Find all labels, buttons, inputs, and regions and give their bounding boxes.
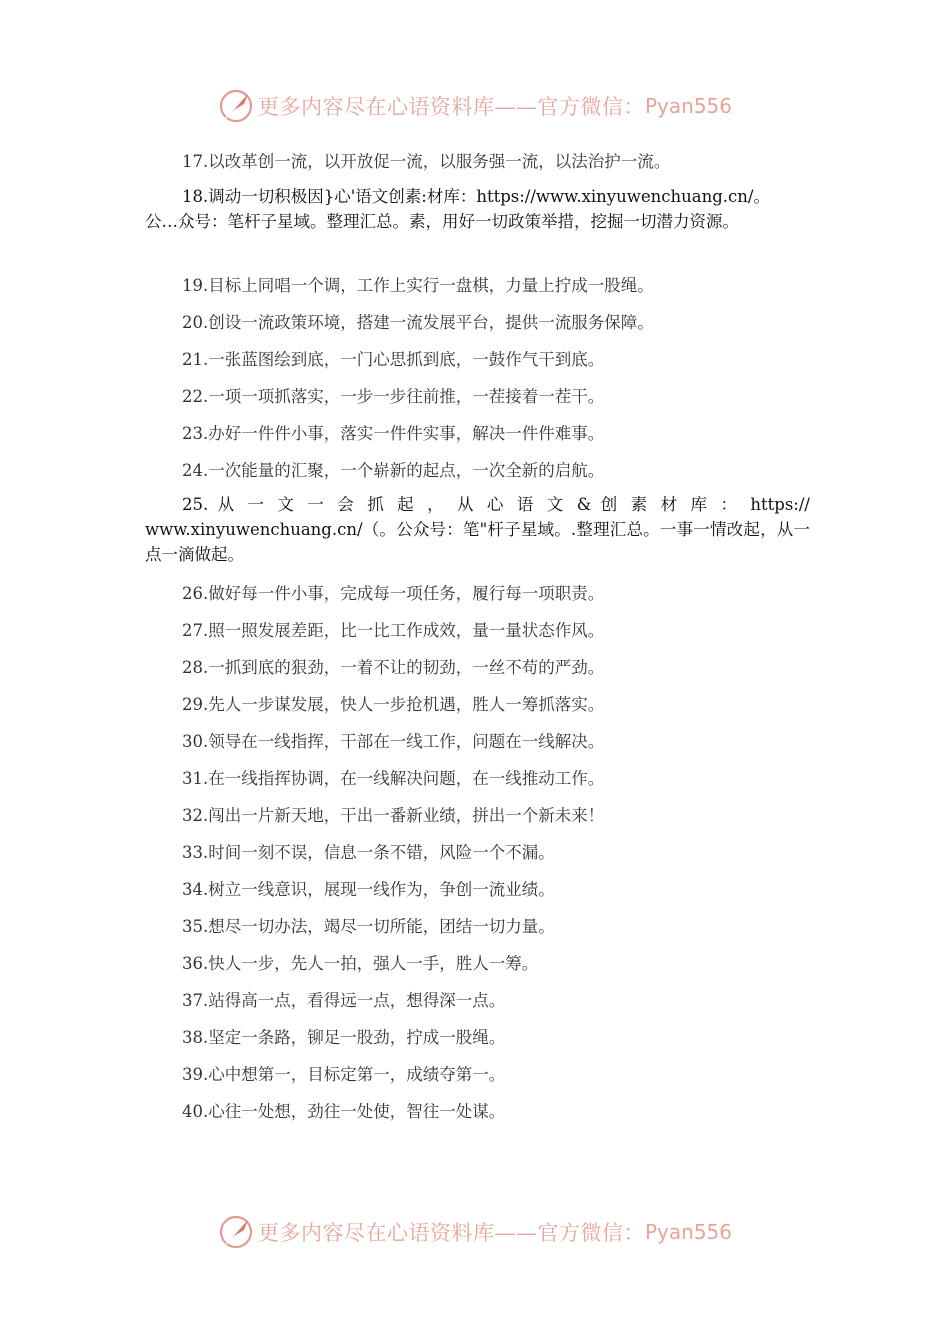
list-item: 23.办好一件件小事，落实一件件实事，解决一件件难事。 — [182, 424, 605, 443]
paragraph-line: 18.调动一切积极因}心'语文创素:材库：https://www.xinyuwenchuang.cn/。 — [182, 187, 770, 206]
list-item: 28.一抓到底的狠劲，一着不让的韧劲，一丝不苟的严劲。 — [182, 658, 605, 677]
header-banner-id: Pyan556 — [644, 94, 732, 118]
list-item: 39.心中想第一，目标定第一，成绩夺第一。 — [182, 1065, 506, 1084]
list-item: 26.做好每一件小事，完成每一项任务，履行每一项职责。 — [182, 584, 605, 603]
list-item: 38.坚定一条路，铆足一股劲，拧成一股绳。 — [182, 1028, 506, 1047]
list-item: 29.先人一步谋发展，快人一步抢机遇，胜人一筹抓落实。 — [182, 695, 605, 714]
footer-banner-text: 更多内容尽在心语资料库——官方微信： — [257, 1221, 645, 1245]
quill-pen-logo-icon — [218, 88, 254, 124]
list-item: 35.想尽一切办法，竭尽一切所能，团结一切力量。 — [182, 917, 555, 936]
list-item: 17.以改革创一流，以开放促一流，以服务强一流，以法治护一流。 — [182, 152, 671, 171]
quill-pen-logo-icon — [218, 1214, 254, 1250]
list-item: 33.时间一刻不误，信息一条不错，风险一个不漏。 — [182, 843, 555, 862]
list-item: 40.心往一处想，劲往一处使，智往一处谋。 — [182, 1102, 506, 1121]
list-item: 36.快人一步，先人一拍，强人一手，胜人一筹。 — [182, 954, 539, 973]
list-item: 21.一张蓝图绘到底，一门心思抓到底，一鼓作气干到底。 — [182, 350, 605, 369]
list-item: 24.一次能量的汇聚，一个崭新的起点，一次全新的启航。 — [182, 461, 605, 480]
list-item: 31.在一线指挥协调，在一线解决问题，在一线推动工作。 — [182, 769, 605, 788]
list-item: 30.领导在一线指挥，干部在一线工作，问题在一线解决。 — [182, 732, 605, 751]
list-item: 34.树立一线意识，展现一线作为，争创一流业绩。 — [182, 880, 555, 899]
list-item: 37.站得高一点，看得远一点，想得深一点。 — [182, 991, 506, 1010]
list-item: 22.一项一项抓落实，一步一步往前推，一茬接着一茬干。 — [182, 387, 605, 406]
list-item-paragraph — [145, 492, 810, 567]
list-item: 19.目标上同唱一个调，工作上实行一盘棋，力量上拧成一股绳。 — [182, 276, 654, 295]
header-banner-text: 更多内容尽在心语资料库——官方微信： — [257, 95, 645, 119]
paragraph-line: 25. 从 一 文 一 会 抓 起 ， 从 心 语 文 & 创 素 材 库 ： https:// — [182, 495, 810, 514]
header-banner — [0, 86, 950, 126]
list-item: 27.照一照发展差距，比一比工作成效，量一量状态作风。 — [182, 621, 605, 640]
footer-banner — [0, 1212, 950, 1252]
list-item: 20.创设一流政策环境，搭建一流发展平台，提供一流服务保障。 — [182, 313, 654, 332]
paragraph-line: 公…众号：笔杆子星域。整理汇总。素，用好一切政策举措，挖掘一切潜力资源。 — [145, 212, 739, 231]
list-item: 32.闯出一片新天地，干出一番新业绩，拼出一个新未来！ — [182, 806, 605, 825]
paragraph-line: www.xinyuwenchuang.cn/（。公众号：笔"杆子星域。.整理汇总。一事一情改起，从一点一滴做起。 — [145, 520, 810, 564]
list-item-paragraph — [145, 184, 810, 234]
footer-banner-id: Pyan556 — [644, 1220, 732, 1244]
